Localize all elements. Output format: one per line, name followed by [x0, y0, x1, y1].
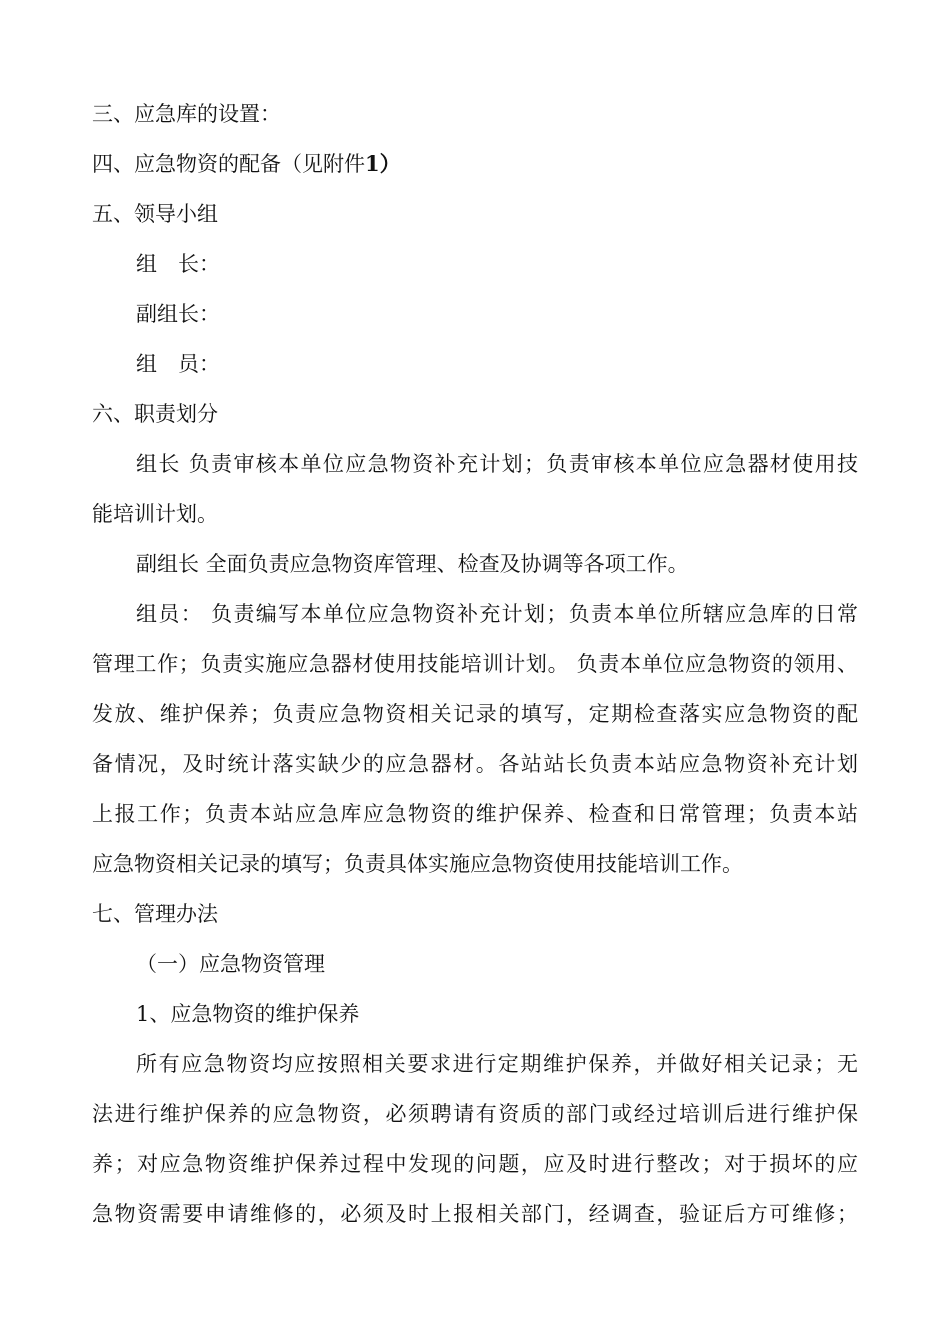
paragraph-line: 所有应急物资均应按照相关要求进行定期维护保养，并做好相关记录；无 [136, 1052, 858, 1076]
subheading-materials-management: （一）应急物资管理 [136, 952, 325, 976]
paragraph-line: 急物资需要申请维修的，必须及时上报相关部门，经调查，验证后方可维修； [92, 1202, 858, 1226]
paragraph-line: 能培训计划。 [92, 502, 218, 526]
group-leader-line: 组 长： [136, 252, 220, 276]
heading-emergency-storage: 三、应急库的设置： [92, 102, 281, 126]
paragraph-line: 发放、维护保养；负责应急物资相关记录的填写，定期检查落实应急物资的配 [92, 702, 858, 726]
heading-attachment-ref: 1） [365, 151, 401, 176]
deputy-leader-line: 副组长： [136, 302, 220, 326]
heading-management-methods: 七、管理办法 [92, 902, 218, 926]
paragraph-line: 组长 负责审核本单位应急物资补充计划；负责审核本单位应急器材使用技 [136, 452, 858, 476]
paragraph-line: 法进行维护保养的应急物资，必须聘请有资质的部门或经过培训后进行维护保 [92, 1102, 858, 1126]
subheading-maintenance: 1、应急物资的维护保养 [136, 1002, 360, 1026]
heading-responsibilities: 六、职责划分 [92, 402, 218, 426]
paragraph-line: 应急物资相关记录的填写；负责具体实施应急物资使用技能培训工作。 [92, 852, 743, 876]
group-member-line: 组 员： [136, 352, 220, 376]
paragraph-line: 备情况，及时统计落实缺少的应急器材。各站站长负责本站应急物资补充计划 [92, 752, 858, 776]
heading-text: 四、应急物资的配备（见附件 [92, 152, 365, 176]
paragraph-line: 组员： 负责编写本单位应急物资补充计划；负责本单位所辖应急库的日常 [136, 602, 858, 626]
paragraph-line: 养；对应急物资维护保养过程中发现的问题，应及时进行整改；对于损坏的应 [92, 1152, 858, 1176]
paragraph-line: 副组长 全面负责应急物资库管理、检查及协调等各项工作。 [136, 552, 689, 576]
heading-leadership-group: 五、领导小组 [92, 202, 218, 226]
paragraph-line: 管理工作；负责实施应急器材使用技能培训计划。 负责本单位应急物资的领用、 [92, 652, 858, 676]
paragraph-line: 上报工作；负责本站应急库应急物资的维护保养、检查和日常管理；负责本站 [92, 802, 858, 826]
heading-materials-allocation [92, 148, 401, 178]
